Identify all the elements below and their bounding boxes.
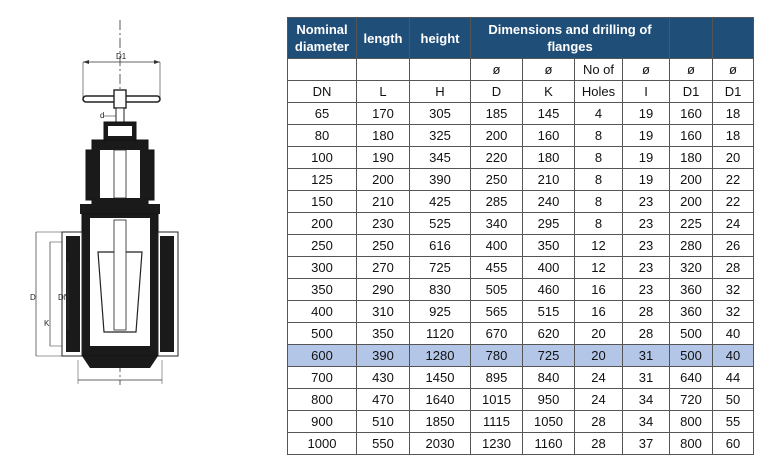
table-cell: 34 xyxy=(623,411,670,433)
table-cell: 360 xyxy=(670,279,713,301)
table-cell: 44 xyxy=(713,367,754,389)
table-cell: 4 xyxy=(575,103,623,125)
table-cell: 320 xyxy=(670,257,713,279)
table-cell: 22 xyxy=(713,191,754,213)
table-cell: 24 xyxy=(575,367,623,389)
table-cell: 65 xyxy=(288,103,357,125)
table-cell: 23 xyxy=(623,235,670,257)
col-height: height xyxy=(410,18,471,59)
table-row xyxy=(288,433,754,455)
table-cell: 1640 xyxy=(410,389,471,411)
table-cell: 360 xyxy=(670,301,713,323)
table-cell: 31 xyxy=(623,345,670,367)
table-row xyxy=(288,191,754,213)
table-cell: 390 xyxy=(410,169,471,191)
sub1-cell: ø xyxy=(471,59,523,81)
table-cell: 190 xyxy=(357,147,410,169)
table-row xyxy=(288,323,754,345)
table-cell: 19 xyxy=(623,125,670,147)
sub1-cell: No of xyxy=(575,59,623,81)
col-blank-1 xyxy=(670,18,713,59)
table-cell: 430 xyxy=(357,367,410,389)
bonnet-flange xyxy=(80,204,160,214)
table-cell: 180 xyxy=(357,125,410,147)
table-row xyxy=(288,125,754,147)
table-cell: 425 xyxy=(410,191,471,213)
table-cell: 390 xyxy=(357,345,410,367)
table-cell: 525 xyxy=(410,213,471,235)
table-cell: 210 xyxy=(357,191,410,213)
table-cell: 640 xyxy=(670,367,713,389)
table-cell: 200 xyxy=(670,169,713,191)
col-blank-2 xyxy=(713,18,754,59)
table-cell: 250 xyxy=(288,235,357,257)
d-dim-label: D xyxy=(30,293,36,302)
table-cell: 350 xyxy=(288,279,357,301)
table-cell: 350 xyxy=(357,323,410,345)
table-cell: 305 xyxy=(410,103,471,125)
table-cell: 160 xyxy=(670,103,713,125)
sub1-cell: ø xyxy=(713,59,754,81)
table-cell: 800 xyxy=(670,433,713,455)
table-cell: 31 xyxy=(623,367,670,389)
table-row xyxy=(288,279,754,301)
table-cell: 230 xyxy=(357,213,410,235)
table-cell: 200 xyxy=(288,213,357,235)
table-cell: 345 xyxy=(410,147,471,169)
table-cell: 28 xyxy=(575,411,623,433)
table-cell: 34 xyxy=(623,389,670,411)
table-cell: 250 xyxy=(471,169,523,191)
table-cell: 18 xyxy=(713,125,754,147)
table-cell: 160 xyxy=(670,125,713,147)
table-cell: 400 xyxy=(288,301,357,323)
table-cell: 1050 xyxy=(523,411,575,433)
sub1-cell xyxy=(288,59,357,81)
table-cell: 830 xyxy=(410,279,471,301)
table-cell: 60 xyxy=(713,433,754,455)
table-cell: 100 xyxy=(288,147,357,169)
table-row xyxy=(288,147,754,169)
table-cell: 325 xyxy=(410,125,471,147)
header-row xyxy=(288,18,754,59)
table-cell: 505 xyxy=(471,279,523,301)
table-cell: 32 xyxy=(713,301,754,323)
table-cell: 23 xyxy=(623,191,670,213)
table-cell: 18 xyxy=(713,103,754,125)
table-cell: 55 xyxy=(713,411,754,433)
sub2-cell: Holes xyxy=(575,81,623,103)
table-cell: 16 xyxy=(575,301,623,323)
valve-cross-section-svg xyxy=(0,0,280,473)
sub2-cell: DN xyxy=(288,81,357,103)
table-cell: 700 xyxy=(288,367,357,389)
table-cell: 19 xyxy=(623,147,670,169)
sub2-cell: K xyxy=(523,81,575,103)
table-cell: 725 xyxy=(410,257,471,279)
table-cell: 340 xyxy=(471,213,523,235)
table-cell: 23 xyxy=(623,257,670,279)
table-cell: 1160 xyxy=(523,433,575,455)
table-cell: 840 xyxy=(523,367,575,389)
table-cell: 290 xyxy=(357,279,410,301)
col-length: length xyxy=(357,18,410,59)
valve-spec-table xyxy=(287,17,754,455)
sub2-cell: D xyxy=(471,81,523,103)
table-cell: 2030 xyxy=(410,433,471,455)
table-cell: 280 xyxy=(670,235,713,257)
table-row xyxy=(288,235,754,257)
table-cell: 800 xyxy=(288,389,357,411)
table-cell: 510 xyxy=(357,411,410,433)
table-cell: 220 xyxy=(471,147,523,169)
table-cell: 22 xyxy=(713,169,754,191)
table-cell: 26 xyxy=(713,235,754,257)
table-cell: 1280 xyxy=(410,345,471,367)
table-cell: 28 xyxy=(575,433,623,455)
table-cell: 125 xyxy=(288,169,357,191)
table-cell: 455 xyxy=(471,257,523,279)
table-cell: 12 xyxy=(575,235,623,257)
table-cell: 565 xyxy=(471,301,523,323)
table-cell: 295 xyxy=(523,213,575,235)
sub1-cell xyxy=(357,59,410,81)
table-cell: 780 xyxy=(471,345,523,367)
table-cell: 250 xyxy=(357,235,410,257)
table-cell: 200 xyxy=(471,125,523,147)
table-cell: 210 xyxy=(523,169,575,191)
table-cell: 725 xyxy=(523,345,575,367)
table-cell: 19 xyxy=(623,169,670,191)
sub1-cell xyxy=(410,59,471,81)
table-cell: 895 xyxy=(471,367,523,389)
table-cell: 40 xyxy=(713,345,754,367)
table-cell: 12 xyxy=(575,257,623,279)
table-cell: 28 xyxy=(713,257,754,279)
table-cell: 1230 xyxy=(471,433,523,455)
sub1-cell: ø xyxy=(623,59,670,81)
table-cell: 310 xyxy=(357,301,410,323)
table-cell: 950 xyxy=(523,389,575,411)
table-cell: 8 xyxy=(575,191,623,213)
table-row xyxy=(288,367,754,389)
sub2-cell: L xyxy=(357,81,410,103)
subheader-symbols-row xyxy=(288,59,754,81)
sub2-cell: I xyxy=(623,81,670,103)
subheader-codes-row xyxy=(288,81,754,103)
table-cell: 470 xyxy=(357,389,410,411)
table-cell: 600 xyxy=(288,345,357,367)
sub1-cell: ø xyxy=(523,59,575,81)
table-row xyxy=(288,411,754,433)
table-cell: 32 xyxy=(713,279,754,301)
table-cell: 37 xyxy=(623,433,670,455)
gate-valve-drawing xyxy=(0,0,280,473)
table-cell: 24 xyxy=(713,213,754,235)
table-cell: 160 xyxy=(523,125,575,147)
col-dimensions-flanges: Dimensions and drilling of flanges xyxy=(471,18,670,59)
table-cell: 150 xyxy=(288,191,357,213)
table-cell: 8 xyxy=(575,125,623,147)
table-cell: 616 xyxy=(410,235,471,257)
table-cell: 1120 xyxy=(410,323,471,345)
table-cell: 8 xyxy=(575,213,623,235)
table-cell: 620 xyxy=(523,323,575,345)
table-cell: 925 xyxy=(410,301,471,323)
table-cell: 28 xyxy=(623,301,670,323)
table-cell: 1015 xyxy=(471,389,523,411)
table-cell: 1115 xyxy=(471,411,523,433)
table-row xyxy=(288,103,754,125)
table-cell: 185 xyxy=(471,103,523,125)
col-nominal-diameter: Nominal diameter xyxy=(288,18,357,59)
table-cell: 400 xyxy=(523,257,575,279)
table-cell: 20 xyxy=(575,345,623,367)
d-label: d xyxy=(100,111,105,120)
table-row xyxy=(288,301,754,323)
table-cell: 300 xyxy=(288,257,357,279)
table-cell: 670 xyxy=(471,323,523,345)
table-row xyxy=(288,257,754,279)
sub2-cell: D1 xyxy=(670,81,713,103)
table-cell: 23 xyxy=(623,213,670,235)
table-cell: 200 xyxy=(357,169,410,191)
table-cell: 80 xyxy=(288,125,357,147)
table-cell: 180 xyxy=(670,147,713,169)
table-cell: 1450 xyxy=(410,367,471,389)
table-cell: 1000 xyxy=(288,433,357,455)
table-row xyxy=(288,169,754,191)
table-cell: 200 xyxy=(670,191,713,213)
table-cell: 800 xyxy=(670,411,713,433)
table-cell: 550 xyxy=(357,433,410,455)
table-cell: 24 xyxy=(575,389,623,411)
table-cell: 285 xyxy=(471,191,523,213)
table-cell: 40 xyxy=(713,323,754,345)
table-cell: 240 xyxy=(523,191,575,213)
table-cell: 145 xyxy=(523,103,575,125)
table-cell: 350 xyxy=(523,235,575,257)
table-cell: 8 xyxy=(575,169,623,191)
sub2-cell: H xyxy=(410,81,471,103)
table-cell: 16 xyxy=(575,279,623,301)
table-cell: 28 xyxy=(623,323,670,345)
table-cell: 500 xyxy=(670,323,713,345)
k-dim-label: K xyxy=(44,319,50,328)
table-cell: 500 xyxy=(670,345,713,367)
table-cell: 225 xyxy=(670,213,713,235)
table-cell: 50 xyxy=(713,389,754,411)
table-cell: 170 xyxy=(357,103,410,125)
table-cell: 20 xyxy=(575,323,623,345)
d1-label: D1 xyxy=(116,52,127,61)
table-cell: 900 xyxy=(288,411,357,433)
table-cell: 500 xyxy=(288,323,357,345)
table-cell: 460 xyxy=(523,279,575,301)
table-cell: 180 xyxy=(523,147,575,169)
sub2-cell: D1 xyxy=(713,81,754,103)
table-cell: 23 xyxy=(623,279,670,301)
sub1-cell: ø xyxy=(670,59,713,81)
table-cell: 270 xyxy=(357,257,410,279)
table-row xyxy=(288,213,754,235)
table-cell: 8 xyxy=(575,147,623,169)
table-cell: 515 xyxy=(523,301,575,323)
table-row xyxy=(288,389,754,411)
table-cell: 720 xyxy=(670,389,713,411)
table-cell: 20 xyxy=(713,147,754,169)
table-row xyxy=(288,345,754,367)
table-cell: 400 xyxy=(471,235,523,257)
table-cell: 19 xyxy=(623,103,670,125)
table-cell: 1850 xyxy=(410,411,471,433)
dn-dim-label: DN xyxy=(58,293,70,302)
